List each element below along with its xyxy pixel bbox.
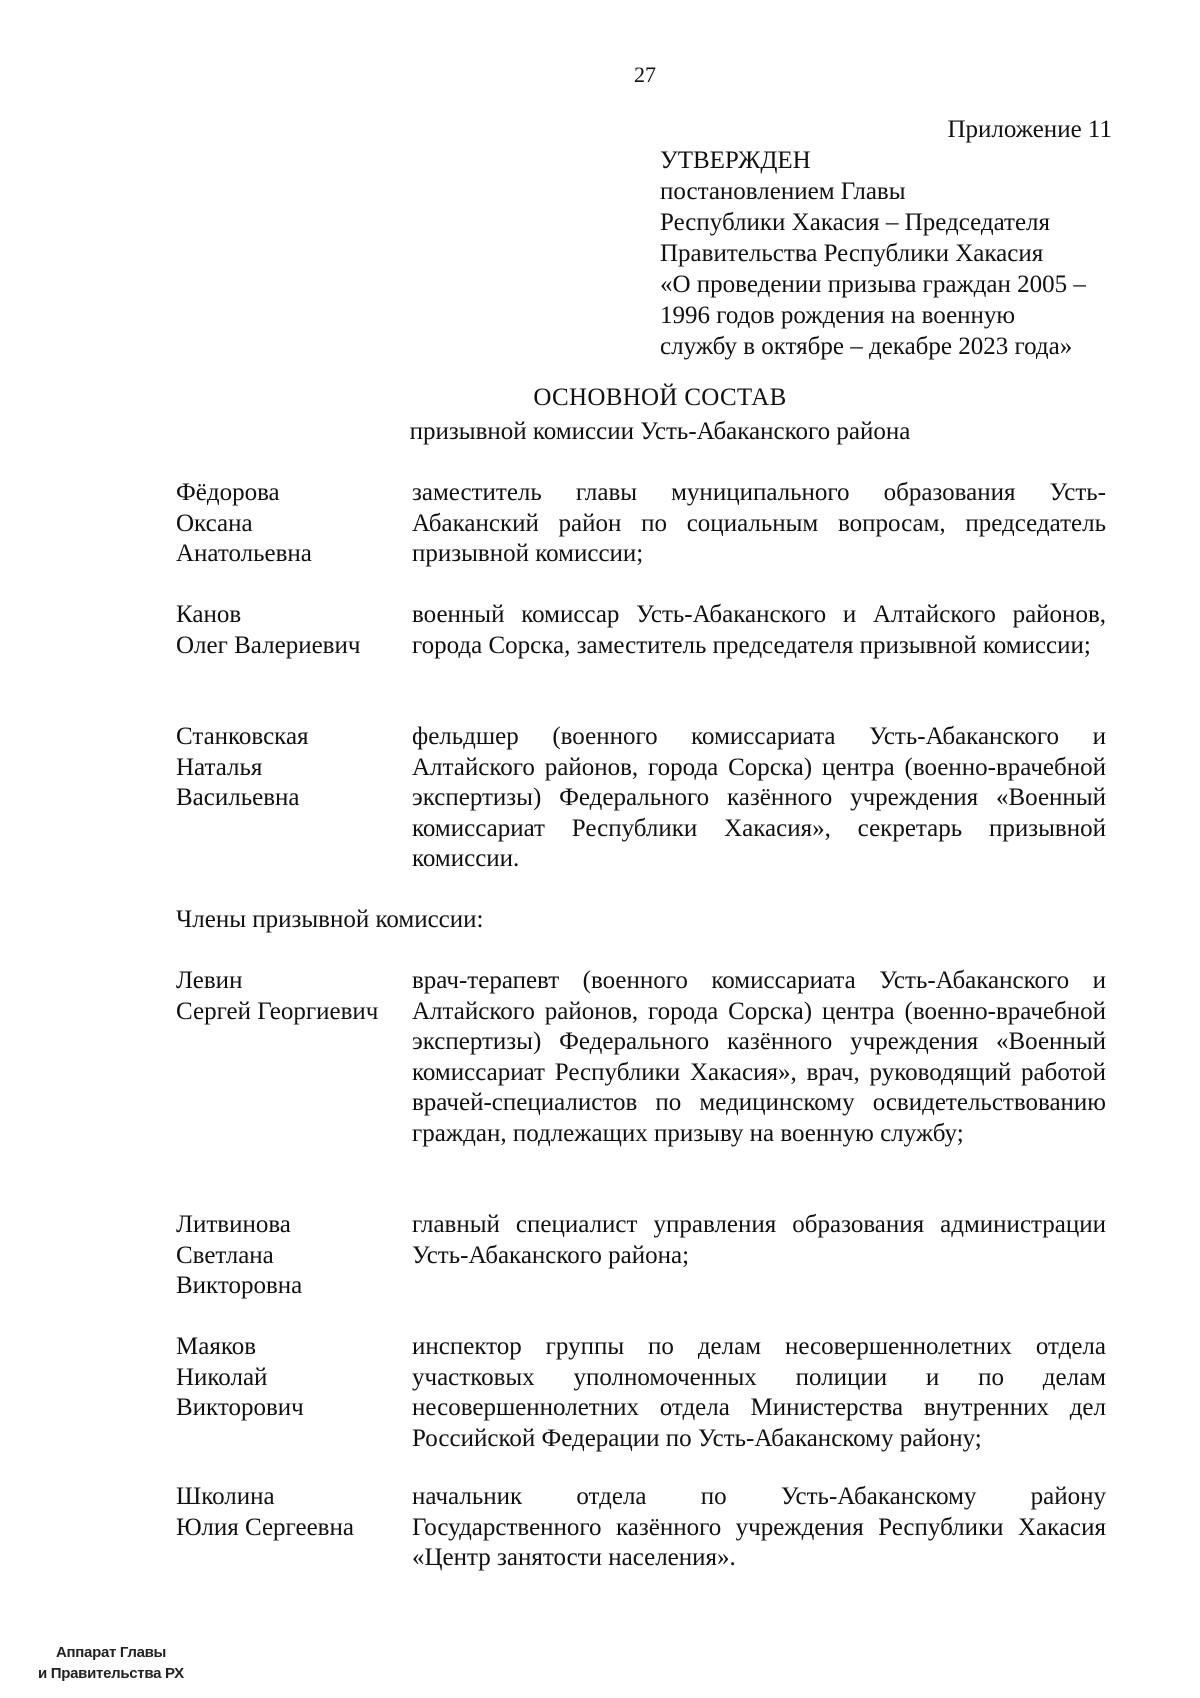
approval-line: 1996 годов рождения на военную <box>660 302 1016 329</box>
approval-line: постановлением Главы <box>660 178 906 205</box>
approval-block <box>660 145 1130 362</box>
member-name <box>176 966 416 1027</box>
member-role: военный комиссар Усть-Абаканского и Алтайского районов, города Сорска, заместитель председателя призывной комиссии; <box>412 601 1106 659</box>
member-role: фельдшер (военного комиссариата Усть-Абаканского и Алтайского районов, города Сорска) центра (военно-врачебной экспертизы) Федерального казённого учреждения «Военный комиссариат Республики Хакасия», секретарь призывной комиссии. <box>412 723 1106 872</box>
member-first-name: Наталья <box>176 753 263 781</box>
member-surname: Литвинова <box>176 1211 291 1238</box>
member-surname: Канов <box>176 601 242 628</box>
member-name <box>176 722 416 814</box>
member-role: инспектор группы по делам несовершеннолетних отдела участковых уполномоченных полиции и по делам несовершеннолетних отдела Министерства внутренних дел Российской Федерации по Усть-Абаканскому району; <box>412 1333 1106 1452</box>
member-name <box>176 600 416 661</box>
member-surname: Фёдорова <box>176 479 280 506</box>
document-subtitle: призывной комиссии Усть-Абаканского района <box>409 418 911 445</box>
member-role: заместитель главы муниципального образования Усть-Абаканский район по социальным вопросам, председатель призывной комиссии; <box>412 479 1106 567</box>
members-heading: Члены призывной комиссии: <box>176 906 484 933</box>
member-patronymic: Викторовна <box>176 1272 303 1299</box>
member-first-name: Светлана <box>176 1241 274 1269</box>
member-first-name: Сергей Георгиевич <box>176 997 379 1025</box>
member-name <box>176 478 416 570</box>
member-surname: Маяков <box>176 1333 257 1360</box>
member-first-name: Юлия Сергеевна <box>176 1513 354 1541</box>
member-role: начальник отдела по Усть-Абаканскому району Государственного казённого учреждения Республики Хакасия «Центр занятости населения». <box>412 1483 1106 1571</box>
member-surname: Левин <box>176 967 243 994</box>
approval-line: Правительства Республики Хакасия <box>660 240 1044 267</box>
approval-line: УТВЕРЖДЕН <box>660 147 811 174</box>
member-surname: Школина <box>176 1483 275 1510</box>
member-patronymic: Анатольевна <box>176 540 312 567</box>
member-role: главный специалист управления образования администрации Усть-Абаканского района; <box>412 1211 1106 1269</box>
member-patronymic: Васильевна <box>176 784 300 811</box>
member-surname: Станковская <box>176 723 309 750</box>
approval-line: Республики Хакасия – Председателя <box>660 209 1051 236</box>
stamp-line: Аппарат Главы <box>56 1644 167 1661</box>
footer-stamp <box>38 1642 184 1684</box>
member-first-name: Оксана <box>176 509 253 537</box>
stamp-line: и Правительства РХ <box>38 1665 184 1682</box>
member-name <box>176 1482 416 1543</box>
approval-line: службу в октябре – декабре 2023 года» <box>660 333 1073 360</box>
member-first-name: Николай <box>176 1363 268 1391</box>
appendix-label: Приложение 11 <box>947 116 1112 143</box>
member-name <box>176 1210 416 1302</box>
document-title: ОСНОВНОЙ СОСТАВ <box>533 384 787 411</box>
member-first-name: Олег Валериевич <box>176 631 361 659</box>
member-patronymic: Викторович <box>176 1394 304 1421</box>
approval-line: «О проведении призыва граждан 2005 – <box>660 271 1086 298</box>
page-number: 27 <box>634 62 656 87</box>
member-role: врач-терапевт (военного комиссариата Усть-Абаканского и Алтайского районов, города Сорска) центра (военно-врачебной экспертизы) Федерального казённого учреждения «Военный комиссариат Республики Хакасия», врач, руководящий работой врачей-специалистов по медицинскому освидетельствованию граждан, подлежащих призыву на военную службу; <box>412 967 1106 1147</box>
member-name <box>176 1332 416 1424</box>
